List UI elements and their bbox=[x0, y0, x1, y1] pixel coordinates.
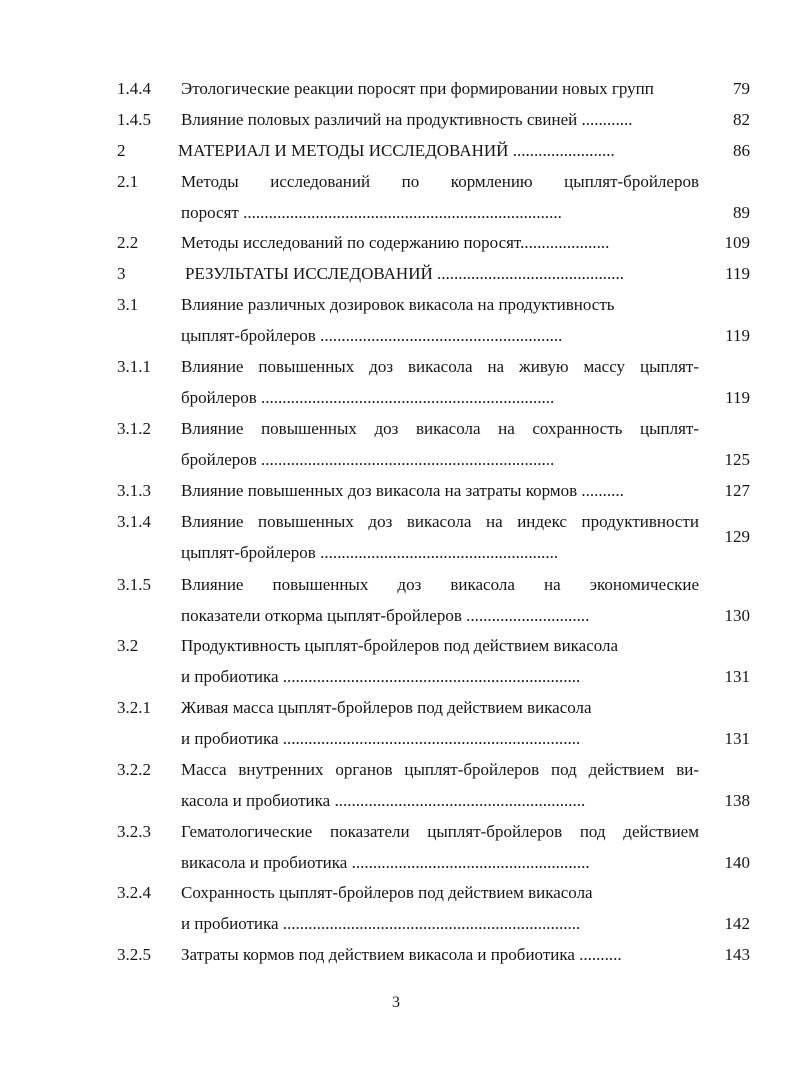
toc-entry-page: 79 bbox=[733, 79, 750, 98]
toc-entry-page: 143 bbox=[724, 945, 750, 964]
toc-entry-title bbox=[181, 506, 699, 568]
toc-entry-line: Влияние повышенных доз викасола на затраты кормов .......... bbox=[181, 481, 624, 500]
toc-entry-title bbox=[181, 227, 699, 258]
toc-entry-line: и пробиотика ...................................................................... bbox=[181, 729, 581, 748]
toc-entry-line: Сохранность цыплят-бройлеров под действием викасола bbox=[181, 883, 593, 902]
toc-entry-line: викасола и пробиотика ........................................................ bbox=[181, 853, 590, 872]
toc-entry-number: 2.1 bbox=[117, 172, 139, 191]
toc-entry-line: цыплят-бройлеров ......................................................... bbox=[181, 326, 563, 345]
toc-entry-number: 3.2.5 bbox=[117, 945, 151, 964]
toc-entry-line: бройлеров ..................................................................... bbox=[181, 388, 555, 407]
toc-entry-number: 3.1.4 bbox=[117, 512, 151, 531]
toc-entry-title bbox=[181, 816, 699, 878]
toc-entry-title bbox=[181, 877, 699, 939]
toc-entry-line: цыплят-бройлеров ........................................................ bbox=[181, 543, 559, 562]
toc-entry-number: 3.2.3 bbox=[117, 822, 151, 841]
toc-entry-title bbox=[181, 630, 699, 692]
toc-entry-page: 129 bbox=[724, 527, 750, 546]
toc-entry-line: Влияние различных дозировок викасола на продуктивность bbox=[181, 295, 615, 314]
toc-entry-title bbox=[181, 289, 699, 351]
toc-entry-page: 119 bbox=[725, 388, 750, 407]
toc-entry-page: 109 bbox=[724, 233, 750, 252]
toc-entry-number: 3.2.4 bbox=[117, 883, 151, 902]
toc-entry-line: Методы исследований по содержанию поросят..................... bbox=[181, 233, 610, 252]
toc-entry-page: 130 bbox=[724, 606, 750, 625]
toc-entry-title bbox=[181, 692, 699, 754]
toc-entry-line: Влияние повышенных доз викасола на живую массу цыплят- bbox=[181, 357, 699, 376]
toc-entry-page: 131 bbox=[724, 667, 750, 686]
toc-entry-number: 1.4.5 bbox=[117, 110, 151, 129]
toc-entry-number: 3.1.5 bbox=[117, 575, 151, 594]
toc-entry-page: 86 bbox=[733, 141, 750, 160]
toc-entry-title bbox=[181, 475, 699, 506]
toc-entry-page: 119 bbox=[725, 264, 750, 283]
toc-entry-number: 3.1.3 bbox=[117, 481, 151, 500]
toc-entry-title bbox=[181, 754, 699, 816]
toc-entry-number: 1.4.4 bbox=[117, 79, 151, 98]
toc-entry-title bbox=[181, 413, 699, 475]
toc-entry-number: 2.2 bbox=[117, 233, 139, 252]
toc-entry-line: РЕЗУЛЬТАТЫ ИССЛЕДОВАНИЙ ............................................ bbox=[185, 264, 624, 283]
toc-entry-line: Влияние повышенных доз викасола на индекс продуктивности bbox=[181, 512, 699, 531]
toc-entry-line: Живая масса цыплят-бройлеров под действием викасола bbox=[181, 698, 592, 717]
toc-entry-number: 2 bbox=[117, 141, 126, 160]
toc-entry-page: 127 bbox=[724, 481, 750, 500]
toc-entry-line: бройлеров ..................................................................... bbox=[181, 450, 555, 469]
toc-entry-number: 3.2.2 bbox=[117, 760, 151, 779]
toc-entry-line: Затраты кормов под действием викасола и пробиотика .......... bbox=[181, 945, 622, 964]
toc-entry-number: 3.1.2 bbox=[117, 419, 151, 438]
page-number: 3 bbox=[392, 994, 400, 1011]
toc-entry-page: 138 bbox=[724, 791, 750, 810]
toc-entry-page: 89 bbox=[733, 203, 750, 222]
toc-entry-title bbox=[181, 166, 699, 228]
toc-entry-line: показатели откорма цыплят-бройлеров ............................. bbox=[181, 606, 590, 625]
toc-entry-page: 125 bbox=[724, 450, 750, 469]
toc-entry-line: Влияние повышенных доз викасола на сохранность цыплят- bbox=[181, 419, 699, 438]
toc-entry-number: 3.2.1 bbox=[117, 698, 151, 717]
toc-entry-title bbox=[181, 351, 699, 413]
toc-entry-page: 131 bbox=[724, 729, 750, 748]
toc-entry-number: 3.2 bbox=[117, 636, 139, 655]
toc-entry-page: 142 bbox=[724, 914, 750, 933]
toc-entry-number: 3.1.1 bbox=[117, 357, 151, 376]
toc-entry-title bbox=[181, 73, 699, 104]
toc-entry-line: Влияние половых различий на продуктивность свиней ............ bbox=[181, 110, 633, 129]
toc-entry-line: Влияние повышенных доз викасола на экономические bbox=[181, 575, 699, 594]
toc-entry-page: 82 bbox=[733, 110, 750, 129]
toc-entry-line: Масса внутренних органов цыплят-бройлеров под действием ви- bbox=[181, 760, 699, 779]
toc-entry-number: 3.1 bbox=[117, 295, 139, 314]
toc-entry-title bbox=[178, 135, 696, 166]
toc-entry-page: 119 bbox=[725, 326, 750, 345]
toc-entry-title bbox=[181, 939, 699, 970]
toc-entry-line: Гематологические показатели цыплят-бройлеров под действием bbox=[181, 822, 699, 841]
toc-entry-number: 3 bbox=[117, 264, 126, 283]
toc-entry-title bbox=[181, 104, 699, 135]
toc-entry-title bbox=[181, 569, 699, 631]
toc-entry-page: 140 bbox=[724, 853, 750, 872]
toc-entry-line: Методы исследований по кормлению цыплят-бройлеров bbox=[181, 172, 699, 191]
toc-entry-line: Этологические реакции поросят при формировании новых групп bbox=[181, 79, 654, 98]
toc-entry-line: касола и пробиотика ........................................................... bbox=[181, 791, 586, 810]
toc-entry-line: Продуктивность цыплят-бройлеров под действием викасола bbox=[181, 636, 619, 655]
toc-entry-line: и пробиотика ...................................................................... bbox=[181, 667, 581, 686]
toc-entry-line: МАТЕРИАЛ И МЕТОДЫ ИССЛЕДОВАНИЙ ........................ bbox=[178, 141, 615, 160]
toc-entry-title bbox=[185, 258, 703, 289]
toc-entry-line: и пробиотика ...................................................................... bbox=[181, 914, 581, 933]
toc-entry-line: поросят ........................................................................... bbox=[181, 203, 562, 222]
